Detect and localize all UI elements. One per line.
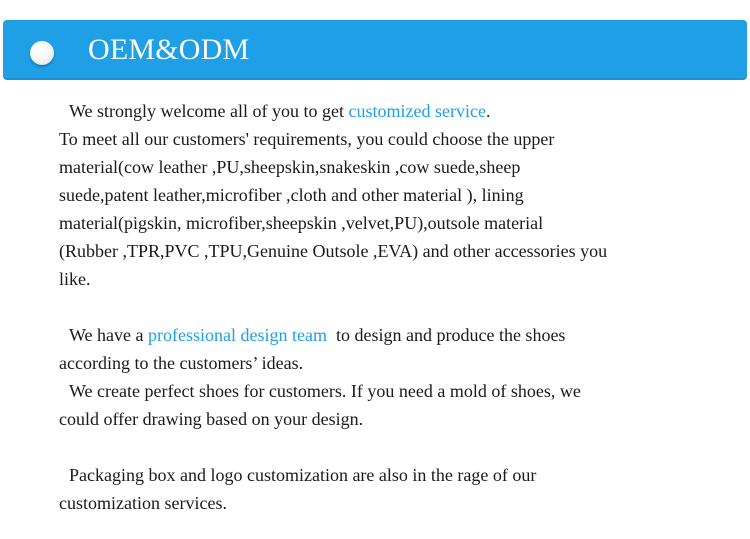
- design-line: according to the customers’ ideas.: [59, 353, 304, 373]
- customized-service-highlight: customized service: [348, 101, 486, 121]
- design-team-highlight: professional design team: [148, 325, 327, 345]
- intro-period: .: [485, 101, 491, 121]
- packaging-line: Packaging box and logo customization are also in the rage of our: [69, 465, 537, 485]
- mold-line: We create perfect shoes for customers. If you need a mold of shoes, we: [69, 381, 581, 401]
- design-team-line: [59, 321, 709, 349]
- paragraph-spacer: [59, 293, 709, 321]
- section-header: [0, 17, 750, 83]
- packaging-line: customization services.: [59, 493, 227, 513]
- section-title: OEM&ODM: [88, 33, 250, 66]
- design-text: We have a: [69, 325, 149, 345]
- paragraph-spacer: [59, 433, 709, 461]
- material-line: like.: [59, 269, 91, 289]
- intro-line: [59, 97, 709, 125]
- material-line: (Rubber ,TPR,PVC ,TPU,Genuine Outsole ,EVA) and other accessories you: [59, 241, 608, 261]
- mold-line: could offer drawing based on your design.: [59, 409, 364, 429]
- material-line: material(cow leather ,PU,sheepskin,snakeskin ,cow suede,sheep: [59, 157, 521, 177]
- material-line: To meet all our customers' requirements, you could choose the upper: [59, 129, 555, 149]
- circle-bullet-icon: [30, 41, 54, 65]
- design-text-after: to design and produce the shoes: [326, 325, 566, 345]
- material-line: material(pigskin, microfiber,sheepskin ,velvet,PU),outsole material: [59, 213, 544, 233]
- header-banner: [3, 20, 747, 80]
- body-text: [59, 97, 709, 517]
- material-line: suede,patent leather,microfiber ,cloth and other material ), lining: [59, 185, 524, 205]
- intro-text: We strongly welcome all of you to get: [69, 101, 349, 121]
